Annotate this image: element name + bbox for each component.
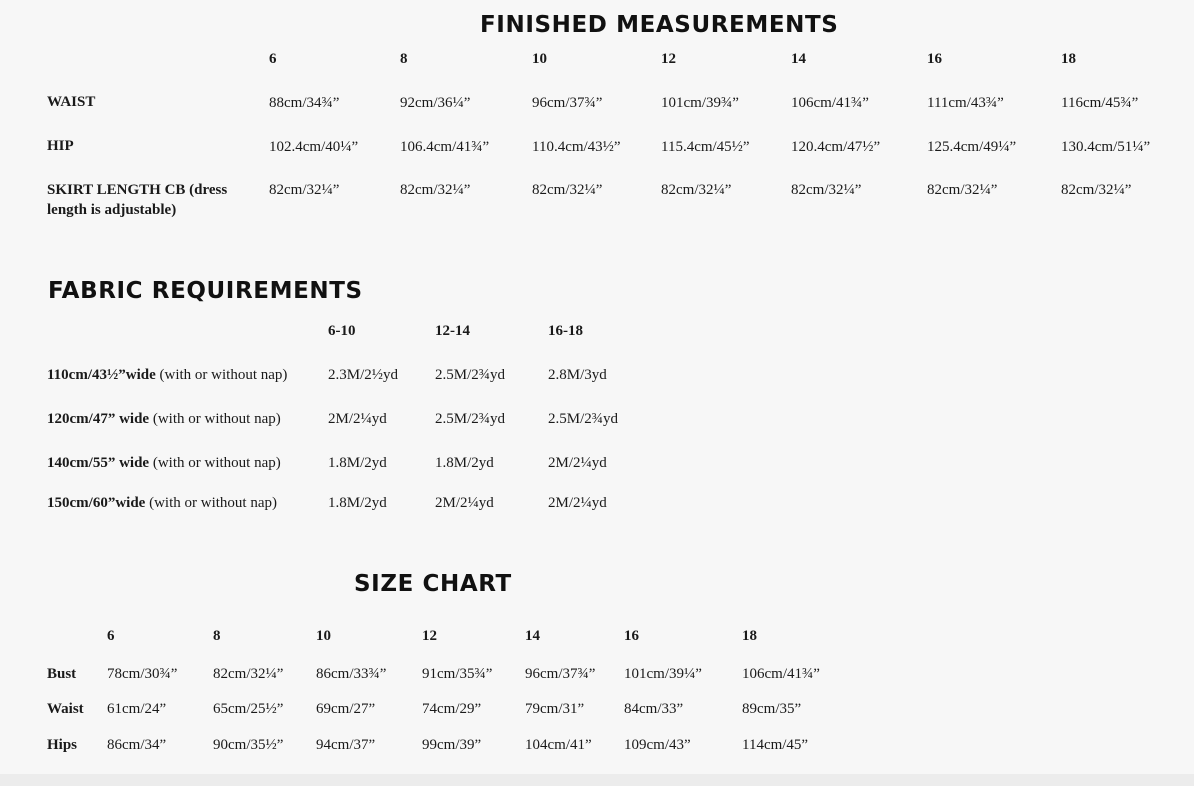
sc-size-header: 14 (525, 628, 540, 644)
bottom-edge-band (0, 774, 1194, 786)
fr-size-group-header: 12-14 (435, 323, 470, 339)
sc-cell: 94cm/37” (316, 737, 376, 753)
sc-row-label: Bust (47, 666, 77, 682)
fr-row-label (47, 454, 281, 472)
fr-nap-note: (with or without nap) (159, 367, 288, 383)
fm-size-header: 14 (791, 51, 806, 67)
fm-cell: 130.4cm/51¼” (1061, 139, 1151, 155)
sc-cell: 82cm/32¼” (213, 666, 284, 682)
fr-cell: 2.3M/2½yd (328, 367, 399, 383)
sc-cell: 65cm/25½” (213, 701, 284, 717)
sc-cell: 90cm/35½” (213, 737, 284, 753)
fm-cell: 82cm/32¼” (1061, 182, 1132, 198)
fr-cell: 2.5M/2¾yd (435, 411, 506, 427)
sc-cell: 61cm/24” (107, 701, 167, 717)
fm-row-label: HIP (47, 138, 74, 154)
fr-fabric-width: 140cm/55” wide (47, 455, 150, 471)
sc-cell: 106cm/41¾” (742, 666, 820, 682)
fr-cell: 2.8M/3yd (548, 367, 607, 383)
fm-cell: 82cm/32¼” (927, 182, 998, 198)
fr-nap-note: (with or without nap) (152, 455, 281, 471)
fm-cell: 111cm/43¾” (927, 95, 1004, 111)
fr-row-label (47, 494, 277, 512)
fm-cell: 82cm/32¼” (661, 182, 732, 198)
fabric-requirements-title: FABRIC REQUIREMENTS (48, 278, 363, 304)
sc-cell: 109cm/43” (624, 737, 691, 753)
fr-cell: 2M/2¼yd (435, 495, 494, 511)
fm-row-label-line2: length is adjustable) (47, 202, 177, 218)
fm-size-header: 10 (532, 51, 547, 67)
sc-size-header: 10 (316, 628, 331, 644)
fr-size-group-header: 6-10 (328, 323, 356, 339)
sc-cell: 74cm/29” (422, 701, 482, 717)
sc-size-header: 8 (213, 628, 221, 644)
fm-cell: 125.4cm/49¼” (927, 139, 1017, 155)
fr-cell: 1.8M/2yd (435, 455, 494, 471)
sc-cell: 104cm/41” (525, 737, 592, 753)
sc-cell: 101cm/39¼” (624, 666, 702, 682)
sc-cell: 79cm/31” (525, 701, 585, 717)
fr-cell: 2.5M/2¾yd (435, 367, 506, 383)
fm-row-label: WAIST (47, 94, 96, 110)
fm-cell: 92cm/36¼” (400, 95, 471, 111)
fm-cell: 101cm/39¾” (661, 95, 739, 111)
fr-cell: 2M/2¼yd (328, 411, 387, 427)
fm-size-header: 6 (269, 51, 277, 67)
size-chart-title: SIZE CHART (354, 571, 512, 597)
sc-size-header: 16 (624, 628, 639, 644)
sc-size-header: 12 (422, 628, 437, 644)
sc-cell: 99cm/39” (422, 737, 482, 753)
sc-size-header: 6 (107, 628, 115, 644)
fm-cell: 110.4cm/43½” (532, 139, 621, 155)
fm-size-header: 8 (400, 51, 408, 67)
fm-row-label: SKIRT LENGTH CB (dress (47, 182, 228, 198)
fr-fabric-width: 120cm/47” wide (47, 411, 150, 427)
fr-cell: 2.5M/2¾yd (548, 411, 619, 427)
finished-measurements-title: FINISHED MEASUREMENTS (480, 12, 839, 38)
sc-cell: 89cm/35” (742, 701, 802, 717)
sc-cell: 84cm/33” (624, 701, 684, 717)
fr-cell: 2M/2¼yd (548, 495, 607, 511)
fm-cell: 82cm/32¼” (791, 182, 862, 198)
fr-row-label (47, 410, 281, 428)
fm-cell: 96cm/37¾” (532, 95, 603, 111)
fm-cell: 106cm/41¾” (791, 95, 869, 111)
fm-cell: 82cm/32¼” (269, 182, 340, 198)
fr-nap-note: (with or without nap) (149, 495, 277, 511)
fr-fabric-width: 150cm/60”wide (47, 495, 146, 511)
sc-row-label: Hips (47, 737, 78, 753)
fm-size-header: 16 (927, 51, 942, 67)
sc-cell: 96cm/37¾” (525, 666, 596, 682)
sc-cell: 78cm/30¾” (107, 666, 178, 682)
fm-cell: 82cm/32¼” (400, 182, 471, 198)
fr-cell: 1.8M/2yd (328, 495, 387, 511)
fm-cell: 120.4cm/47½” (791, 139, 881, 155)
sc-cell: 86cm/34” (107, 737, 167, 753)
sc-size-header: 18 (742, 628, 757, 644)
fr-cell: 2M/2¼yd (548, 455, 607, 471)
sc-cell: 114cm/45” (742, 737, 809, 753)
fr-nap-note: (with or without nap) (152, 411, 281, 427)
fm-cell: 102.4cm/40¼” (269, 139, 359, 155)
fm-cell: 88cm/34¾” (269, 95, 340, 111)
sc-row-label: Waist (47, 701, 84, 717)
fm-size-header: 18 (1061, 51, 1076, 67)
fm-size-header: 12 (661, 51, 676, 67)
sc-cell: 91cm/35¾” (422, 666, 493, 682)
sc-cell: 86cm/33¾” (316, 666, 387, 682)
fm-cell: 82cm/32¼” (532, 182, 603, 198)
fm-cell: 115.4cm/45½” (661, 139, 750, 155)
fr-cell: 1.8M/2yd (328, 455, 387, 471)
fr-fabric-width: 110cm/43½”wide (47, 367, 156, 383)
fm-cell: 106.4cm/41¾” (400, 139, 490, 155)
fr-row-label (47, 366, 287, 384)
fm-cell: 116cm/45¾” (1061, 95, 1139, 111)
sc-cell: 69cm/27” (316, 701, 376, 717)
fr-size-group-header: 16-18 (548, 323, 583, 339)
